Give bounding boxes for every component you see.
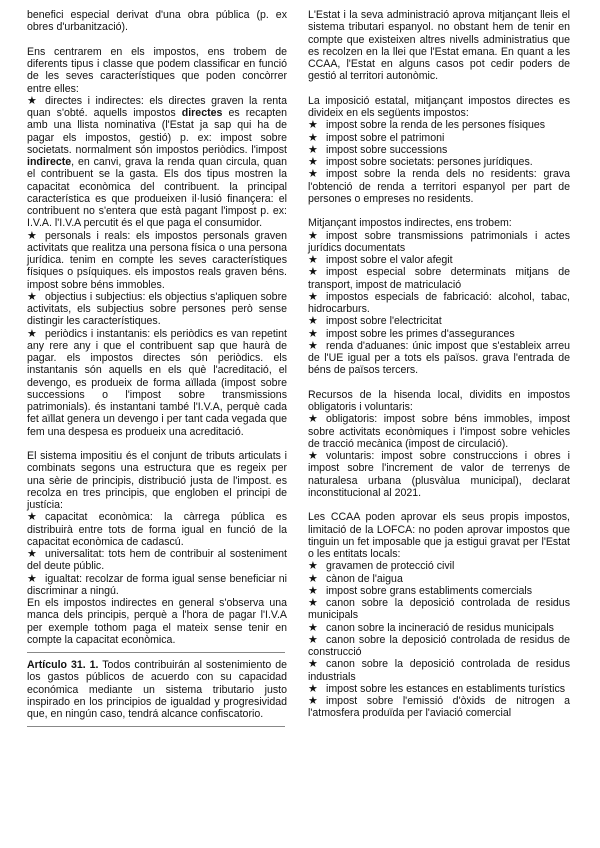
bullet-objectius: ★ objectius i subjectius: els objectius s'apliquen sobre activitats, els subjectius sobre persones però sense distingir les característiques. bbox=[27, 290, 287, 328]
list-item: ★ impost sobre transmissions patrimonials i actes jurídics documentats bbox=[308, 229, 570, 254]
impostos-intro: Ens centrarem en els impostos, ens trobem de diferents tipus i classe que podem classificar en funció de les seves característiques que poden concòrrer entre elles: bbox=[27, 45, 287, 95]
star-icon: ★ bbox=[308, 597, 318, 609]
star-icon: ★ bbox=[27, 572, 37, 585]
ccaa-title: Les CCAA poden aprovar els seus propis impostos, limitació de la LOFCA: no poden aprovar impostos que tinguin un fet imposable que ja estigui gravat per l'Estat o les entitats locals: bbox=[308, 511, 570, 560]
star-icon: ★ bbox=[308, 229, 318, 242]
bullet-principi-2: ★ universalitat: tots hem de contribuir al sosteniment del deute públic. bbox=[27, 548, 287, 573]
bullet-principi-3: ★ igualtat: recolzar de forma igual sense beneficiar ni discriminar a ningú. bbox=[27, 572, 287, 597]
law-quote: Artículo 31. 1. Todos contribuirán al sostenimiento de los gastos públicos de acuerdo con su capacidad económica mediante un sistema tributario justo inspirado en los principios de igualdad y progresividad que, en ningún caso, tendrá alcance confiscatorio. bbox=[27, 659, 287, 720]
star-icon: ★ bbox=[308, 695, 318, 707]
star-icon: ★ bbox=[308, 450, 318, 462]
star-icon: ★ bbox=[27, 327, 37, 340]
list-item: ★ canon sobre la incineració de residus municipals bbox=[308, 621, 554, 634]
star-icon: ★ bbox=[308, 131, 318, 144]
star-icon: ★ bbox=[27, 548, 37, 560]
star-icon: ★ bbox=[308, 327, 318, 340]
list-item: ★ impost sobre l'emissió d'òxids de nitrogen a l'atmosfera produïda per l'aviació comercial bbox=[308, 695, 570, 720]
star-icon: ★ bbox=[308, 290, 318, 303]
star-icon: ★ bbox=[27, 290, 37, 303]
list-item: ★ impost sobre el patrimoni bbox=[308, 131, 445, 144]
right-column bbox=[308, 9, 570, 720]
indirectes-note: En els impostos indirectes en general s'observa una manca dels principis, perquè a l'hora de pagar l'I.V.A per exemple tothom paga el mateix sense tenir en compte la capacitat econòmica. bbox=[27, 597, 287, 646]
directes-title: La imposició estatal, mitjançant impostos directes es divideix en els següents impostos: bbox=[308, 94, 570, 119]
list-item: ★ impost sobre les estances en establiments turístics bbox=[308, 682, 566, 695]
star-icon: ★ bbox=[308, 584, 318, 597]
sistema-paragraph: El sistema impositiu és el conjunt de tributs articulats i combinats segons una estructura que es regeix per una sèrie de principis, distribució justa de l'impost. es recolza en tres principis, que engloben el principi de justícia: bbox=[27, 450, 287, 511]
list-item: ★ impost especial sobre determinats mitjans de transport, impost de matriculació bbox=[308, 266, 570, 291]
indirectes-title: Mitjançant impostos indirectes, ens trobem: bbox=[308, 217, 512, 230]
list-item: ★ canon sobre la deposició controlada de residus industrials bbox=[308, 658, 570, 683]
list-item: ★ canon sobre la deposició controlada de residus de construcció bbox=[308, 633, 570, 658]
list-item: ★ cànon de l'aigua bbox=[308, 572, 403, 585]
bullet-principi-1: ★ capacitat econòmica: la càrrega pública es distribuirà entre tots de forma igual en funció de la capacitat econòmica de cadascú. bbox=[27, 511, 287, 548]
intro-tail: benefici especial derivat d'una obra pública (p. ex obres d'urbanització). bbox=[27, 9, 287, 34]
bullet-personals: ★ personals i reals: els impostos personals graven activitats que realitza una persona física o una persona jurídica. tenim en compte les seves característiques físiques o psíquiques. els impostos reals graven béns. impost sobre béns immobles. bbox=[27, 229, 287, 291]
star-icon: ★ bbox=[308, 143, 318, 156]
list-item: ★ impost sobre les primes d'assegurances bbox=[308, 327, 515, 340]
list-item: ★ impost sobre societats: persones jurídiques. bbox=[308, 156, 533, 168]
list-item: ★ impost sobre l'electricitat bbox=[308, 315, 442, 328]
star-icon: ★ bbox=[308, 560, 318, 573]
star-icon: ★ bbox=[308, 633, 318, 646]
law-reference: Artículo 31. 1. bbox=[27, 659, 99, 671]
star-icon: ★ bbox=[308, 254, 318, 266]
list-item: ★ renda d'aduanes: únic impost que s'estableix arreu de l'UE igual per a tots els països. grava l'entrada de béns de països tercers. bbox=[308, 339, 570, 377]
star-icon: ★ bbox=[308, 266, 318, 279]
list-item: ★ impost sobre la renda dels no residents: grava l'obtenció de renda a territori espanyol per part de persones o empreses no residents. bbox=[308, 168, 570, 205]
list-item: ★ impost sobre successions bbox=[308, 143, 448, 156]
star-icon: ★ bbox=[308, 413, 318, 426]
list-item: ★ canon sobre la deposició controlada de residus municipals bbox=[308, 597, 570, 622]
divider bbox=[27, 726, 285, 727]
left-column bbox=[27, 9, 287, 733]
list-item: ★ impost sobre grans establiments comercials bbox=[308, 584, 533, 597]
star-icon: ★ bbox=[308, 119, 318, 132]
list-item: ★ impostos especials de fabricació: alcohol, tabac, hidrocarburs. bbox=[308, 290, 570, 315]
star-icon: ★ bbox=[27, 229, 37, 242]
bullet-directes: ★ directes i indirectes: els directes graven la renta quan s'obté. aquells impostos directes es recapten amb una llista nominativa (l'Estat ja sap qui ha de pagar els impostos, gestió) p. ex: impost sobre societats. normalment són impostos periòdics. l'impost indirecte, en canvi, grava la renda quan circula, quan el contribuent se la gasta. Els dos tipus mostren la capacitat econòmica del contribuent. la principal característica es que produeixen il·lusió finançera: el contribuent no s'entera que està pagant l'impost p. ex: I.V.A. l'I.V.A percutit és el que paga el consumidor. bbox=[27, 94, 287, 230]
list-item: ★ impost sobre la renda de les persones físiques bbox=[308, 119, 546, 132]
star-icon: ★ bbox=[308, 156, 318, 168]
star-icon: ★ bbox=[27, 94, 37, 107]
estat-paragraph: L'Estat i la seva administració aprova mitjançant lleis el sistema tributari espanyol. no obstant hem de tenir en compte que existeixen altres nivells administratius que es recolzen en la llei que l'Estat emana. En quant a les CCAA, l'Estat en alguns casos pot cedir poders de gestió al territori autonòmic. bbox=[308, 9, 570, 83]
star-icon: ★ bbox=[27, 511, 37, 524]
star-icon: ★ bbox=[308, 168, 318, 181]
divider bbox=[27, 652, 285, 653]
star-icon: ★ bbox=[308, 572, 318, 585]
star-icon: ★ bbox=[308, 315, 318, 328]
bullet-periodics: ★ periòdics i instantanis: els periòdics es van repetint any rere any i que el contribuent sap que haurà de pagar. els impostos directes són periòdics. els instantanis són aquells en els què l'acreditació, el devengo, es produeix de forma aïllada (impost sobre successions o l'impost sobre transmissions patrimonials). és instantani també l'I.V.A, perquè cada fet aïllat genera un devengo i per tant cada vegada que fem una despesa es produeix una acreditació. bbox=[27, 327, 287, 438]
local-title: Recursos de la hisenda local, dividits en impostos obligatoris i voluntaris: bbox=[308, 388, 570, 413]
list-item: ★ impost sobre el valor afegit bbox=[308, 254, 453, 266]
star-icon: ★ bbox=[308, 682, 318, 695]
list-item: ★ gravamen de protecció civil bbox=[308, 560, 455, 573]
list-item: ★ obligatoris: impost sobre béns immobles, impost sobre activitats econòmiques i l'impost sobre vehicles de tracció mecànica (impost de circulació). bbox=[308, 413, 570, 450]
list-item: ★ voluntaris: impost sobre construccions i obres i impost sobre l'increment de valor de terrenys de naturalesa urbana (plusvàlua municipal), declarat inconstitucional al 2021. bbox=[308, 450, 570, 499]
star-icon: ★ bbox=[308, 621, 318, 634]
star-icon: ★ bbox=[308, 339, 318, 352]
star-icon: ★ bbox=[308, 658, 318, 671]
